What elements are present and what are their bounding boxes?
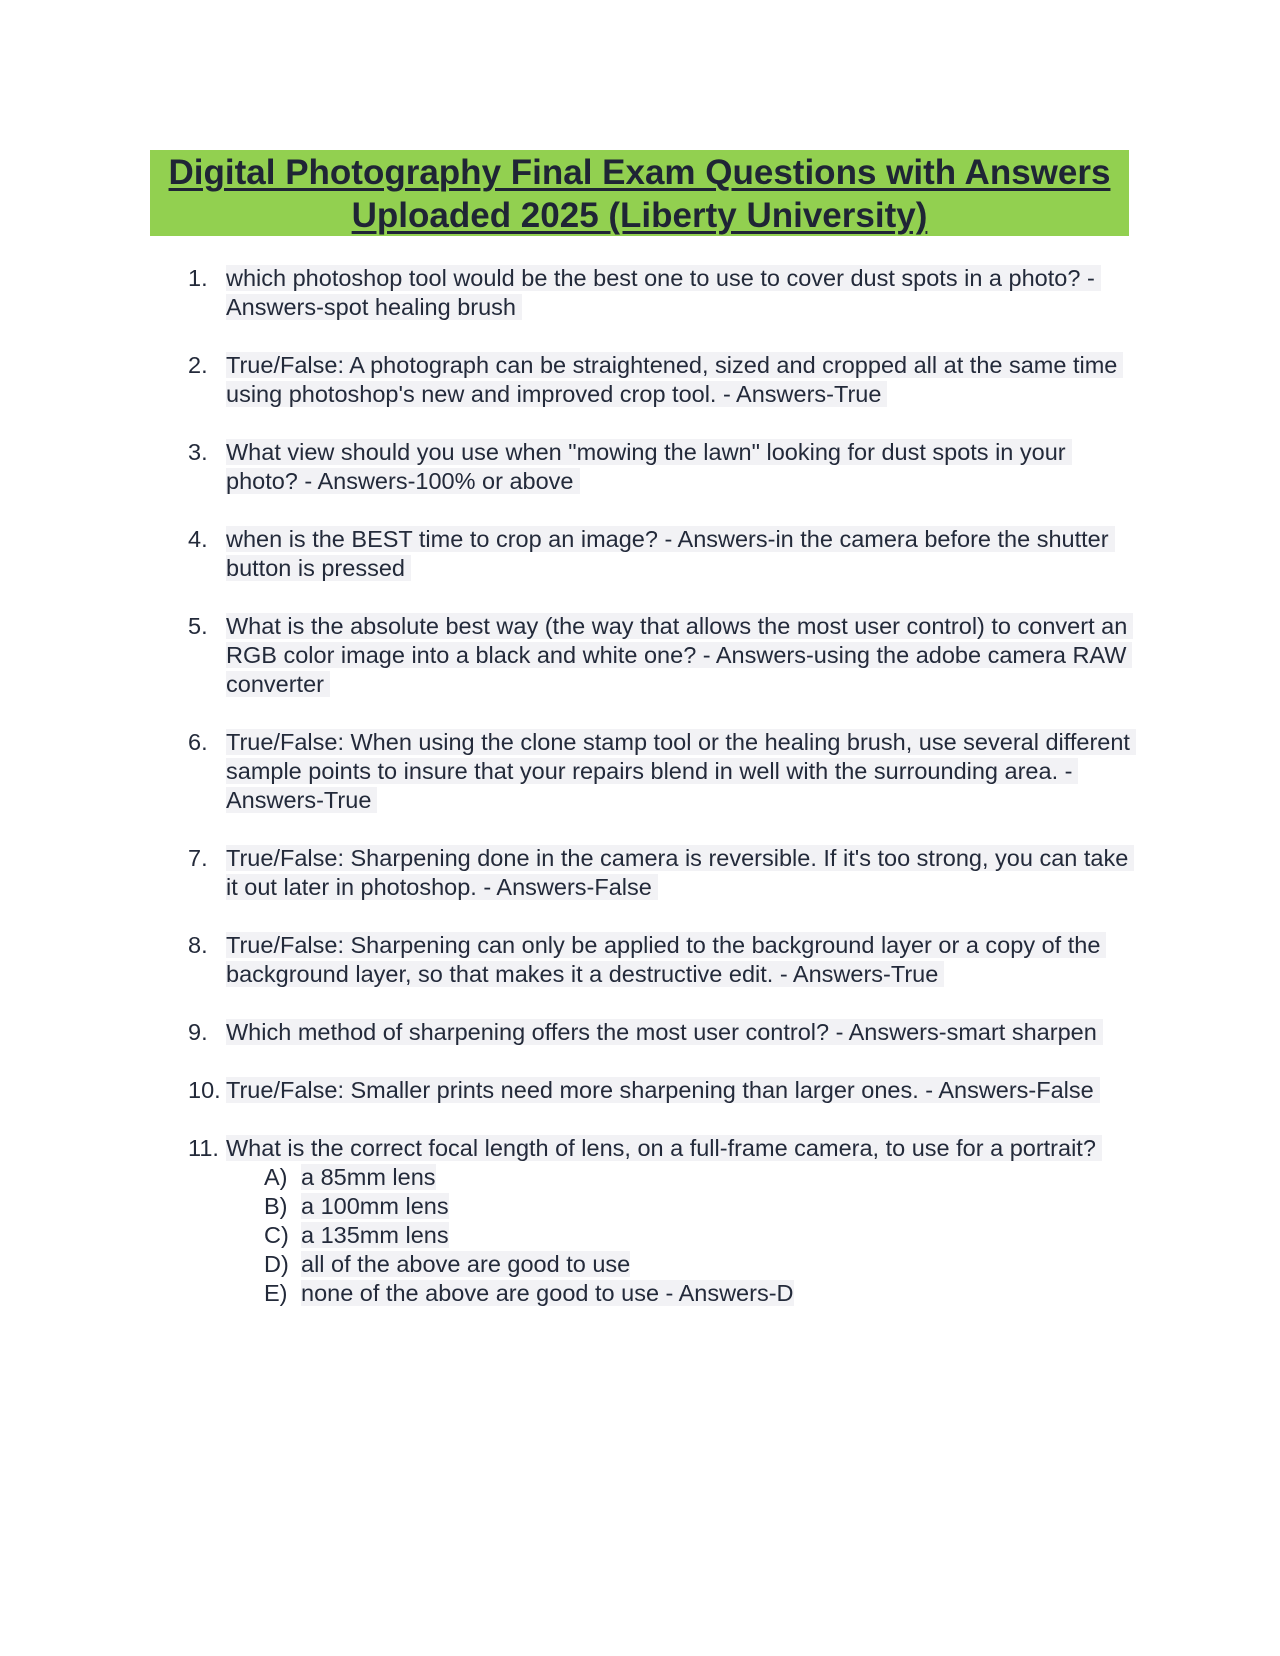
- question-number: 11.: [188, 1135, 219, 1161]
- question-number: 7.: [188, 845, 208, 871]
- question-text: which photoshop tool would be the best one to use to cover dust spots in a photo? - Answers-spot healing brush: [226, 265, 1101, 320]
- question-text: True/False: Smaller prints need more sharpening than larger ones. - Answers-False: [226, 1077, 1100, 1103]
- question-number: 6.: [188, 729, 208, 755]
- answer-option: [226, 1279, 1140, 1308]
- question-item: [180, 1018, 1140, 1047]
- question-item: [180, 1076, 1140, 1105]
- option-text: none of the above are good to use - Answers-D: [301, 1280, 794, 1306]
- question-item: [180, 525, 1140, 583]
- question-text: True/False: Sharpening done in the camera is reversible. If it's too strong, you can take it out later in photoshop. - Answers-False: [226, 845, 1134, 900]
- question-text: when is the BEST time to crop an image? - Answers-in the camera before the shutter button is pressed: [226, 526, 1115, 581]
- option-text: a 100mm lens: [301, 1193, 449, 1219]
- question-number: 5.: [188, 613, 208, 639]
- answer-option: [226, 1163, 1140, 1192]
- question-item: [180, 351, 1140, 409]
- document-title: Digital Photography Final Exam Questions with Answers Uploaded 2025 (Liberty University): [168, 153, 1111, 235]
- question-number: 1.: [188, 265, 208, 291]
- question-text: What is the absolute best way (the way that allows the most user control) to convert an RGB color image into a black and white one? - Answers-using the adobe camera RAW converter: [226, 613, 1133, 697]
- answer-option: [226, 1250, 1140, 1279]
- question-item: [180, 1134, 1140, 1308]
- option-letter: E): [264, 1280, 288, 1306]
- option-letter: C): [264, 1222, 289, 1248]
- option-text: a 135mm lens: [301, 1222, 449, 1248]
- question-text: What is the correct focal length of lens, on a full-frame camera, to use for a portrait?: [226, 1135, 1102, 1161]
- question-number: 8.: [188, 932, 208, 958]
- option-letter: D): [264, 1251, 289, 1277]
- question-item: [180, 264, 1140, 322]
- question-number: 10.: [188, 1077, 221, 1103]
- question-item: [180, 931, 1140, 989]
- answer-option: [226, 1221, 1140, 1250]
- option-letter: A): [264, 1164, 288, 1190]
- question-number: 2.: [188, 352, 208, 378]
- question-text: Which method of sharpening offers the most user control? - Answers-smart sharpen: [226, 1019, 1103, 1045]
- question-text: What view should you use when "mowing the lawn" looking for dust spots in your photo? - Answers-100% or above: [226, 439, 1072, 494]
- option-letter: B): [264, 1193, 288, 1219]
- title-banner: [150, 150, 1129, 236]
- question-text: True/False: Sharpening can only be applied to the background layer or a copy of the background layer, so that makes it a destructive edit. - Answers-True: [226, 932, 1106, 987]
- question-item: [180, 438, 1140, 496]
- question-text: True/False: A photograph can be straightened, sized and cropped all at the same time using photoshop's new and improved crop tool. - Answers-True: [226, 352, 1123, 407]
- question-number: 9.: [188, 1019, 208, 1045]
- question-item: [180, 612, 1140, 699]
- question-item: [180, 728, 1140, 815]
- option-text: all of the above are good to use: [301, 1251, 631, 1277]
- answer-option: [226, 1192, 1140, 1221]
- question-number: 4.: [188, 526, 208, 552]
- question-text: True/False: When using the clone stamp tool or the healing brush, use several different sample points to insure that your repairs blend in well with the surrounding area. - Answers-True: [226, 729, 1136, 813]
- question-number: 3.: [188, 439, 208, 465]
- question-list: [180, 264, 1140, 1337]
- answer-options: [226, 1163, 1140, 1308]
- question-item: [180, 844, 1140, 902]
- option-text: a 85mm lens: [301, 1164, 436, 1190]
